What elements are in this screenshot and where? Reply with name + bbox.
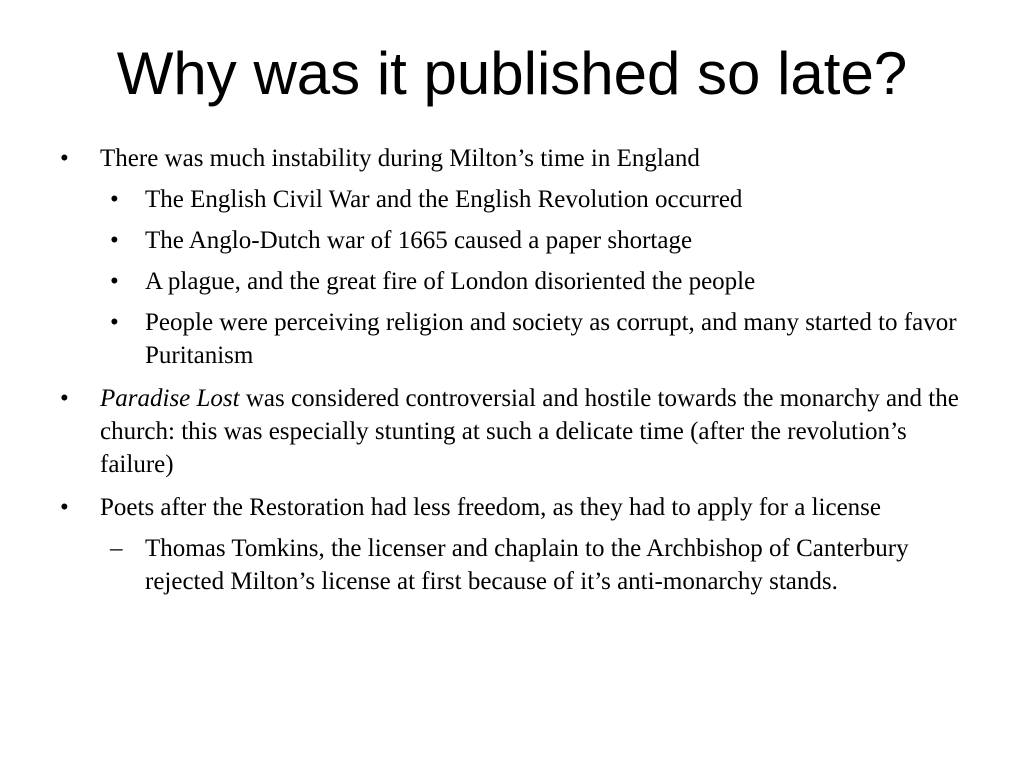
bullet-list <box>0 142 1024 598</box>
dash-marker: – <box>110 535 123 562</box>
list-item-text: The Anglo-Dutch war of 1665 caused a paper shortage <box>145 227 693 254</box>
list-item-text: The English Civil War and the English Revolution occurred <box>145 186 743 213</box>
list-item-text <box>100 382 970 481</box>
book-title: Paradise Lost <box>100 385 240 412</box>
list-item <box>0 306 1024 372</box>
list-item-text-rest: was considered controversial and hostile towards the monarchy and the church: this was especially stunting at such a delicate time (after the revolution’s failure) <box>100 385 959 478</box>
bullet-marker: • <box>110 227 119 254</box>
bullet-marker: • <box>110 309 119 336</box>
list-item <box>0 491 1024 524</box>
bullet-marker: • <box>110 268 119 295</box>
list-item <box>0 265 1024 298</box>
list-item <box>0 382 1024 481</box>
list-item <box>0 224 1024 257</box>
bullet-marker: • <box>60 494 69 521</box>
bullet-marker: • <box>110 186 119 213</box>
list-item-text: There was much instability during Milton’s time in England <box>100 145 700 172</box>
bullet-marker: • <box>60 145 69 172</box>
list-item <box>0 532 1024 598</box>
list-item <box>0 142 1024 175</box>
list-item-text: Poets after the Restoration had less freedom, as they had to apply for a license <box>100 494 882 521</box>
list-item-text: A plague, and the great fire of London disoriented the people <box>145 268 756 295</box>
bullet-marker: • <box>60 385 69 412</box>
list-item-text: People were perceiving religion and society as corrupt, and many started to favor Puritanism <box>145 309 957 369</box>
list-item-text: Thomas Tomkins, the licenser and chaplain to the Archbishop of Canterbury rejected Milton’s license at first because of it’s anti-monarchy stands. <box>145 535 909 595</box>
list-item <box>0 183 1024 216</box>
slide-title: Why was it published so late? <box>116 40 908 107</box>
